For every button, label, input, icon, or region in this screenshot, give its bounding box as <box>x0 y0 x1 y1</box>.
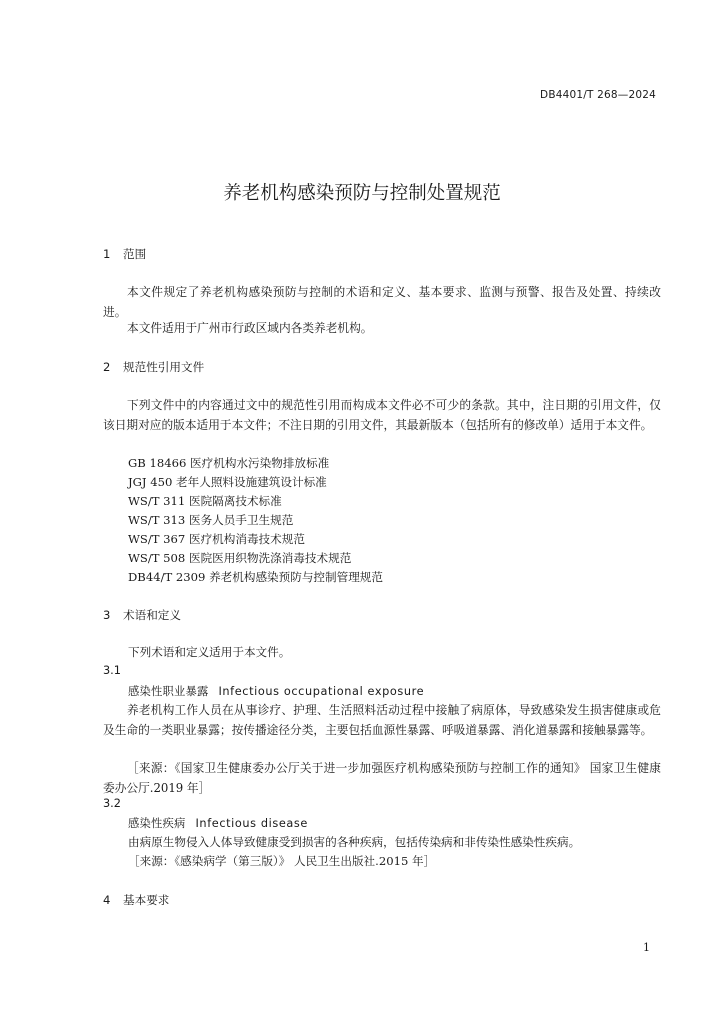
document-code: DB4401/T 268—2024 <box>540 89 656 101</box>
term-en: Infectious occupational exposure <box>218 685 425 698</box>
term-3-2-heading <box>128 815 308 831</box>
section-number: 1 <box>103 247 111 261</box>
reference-item: WS/T 313 医务人员手卫生规范 <box>128 513 294 527</box>
section-4-heading <box>103 892 169 908</box>
section-1-heading <box>103 246 146 262</box>
term-3-2-number: 3.2 <box>103 797 121 810</box>
term-zh: 感染性疾病 <box>128 817 186 830</box>
reference-item: JGJ 450 老年人照料设施建筑设计标准 <box>128 475 327 489</box>
reference-item: WS/T 311 医院隔离技术标准 <box>128 494 282 508</box>
term-zh: 感染性职业暴露 <box>128 685 209 698</box>
term-en: Infectious disease <box>195 817 308 830</box>
section-2-heading <box>103 359 204 375</box>
term-3-1-source: ［来源：《国家卫生健康委办公厅关于进一步加强医疗机构感染预防与控制工作的通知》 国家卫生健康委办公厅.2019 年］ <box>103 761 661 795</box>
section-title: 范围 <box>123 247 147 261</box>
section-2-intro: 下列文件中的内容通过文中的规范性引用而构成本文件必不可少的条款。其中，注日期的引用文件，仅该日期对应的版本适用于本文件；不注日期的引用文件，其最新版本（包括所有的修改单）适用于本文件。 <box>103 398 661 432</box>
section-title: 规范性引用文件 <box>123 360 205 374</box>
document-title: 养老机构感染预防与控制处置规范 <box>223 183 501 204</box>
reference-item: GB 18466 医疗机构水污染物排放标准 <box>128 456 330 470</box>
section-3-heading <box>103 607 181 623</box>
term-3-1-definition: 养老机构工作人员在从事诊疗、护理、生活照料活动过程中接触了病原体，导致感染发生损害健康或危及生命的一类职业暴露；按传播途径分类，主要包括血源性暴露、呼吸道暴露、消化道暴露和接触暴露等。 <box>103 703 661 737</box>
term-3-1-number: 3.1 <box>103 664 121 677</box>
section-3-intro: 下列术语和定义适用于本文件。 <box>128 645 291 659</box>
term-3-2-definition: 由病原生物侵入人体导致健康受到损害的各种疾病，包括传染病和非传染性感染性疾病。 <box>128 835 581 849</box>
section-1-paragraph-2: 本文件适用于广州市行政区域内各类养老机构。 <box>127 321 373 335</box>
term-3-1-heading <box>128 683 424 699</box>
section-1-paragraph-1: 本文件规定了养老机构感染预防与控制的术语和定义、基本要求、监测与预警、报告及处置、持续改进。 <box>103 285 661 319</box>
page-number: 1 <box>643 941 650 954</box>
section-number: 2 <box>103 360 111 374</box>
section-title: 基本要求 <box>123 893 170 907</box>
reference-item: DB44/T 2309 养老机构感染预防与控制管理规范 <box>128 570 383 584</box>
section-number: 4 <box>103 893 111 907</box>
reference-item: WS/T 367 医疗机构消毒技术规范 <box>128 532 305 546</box>
term-3-2-source: ［来源：《感染病学（第三版）》 人民卫生出版社.2015 年］ <box>128 854 436 868</box>
section-title: 术语和定义 <box>123 608 181 622</box>
section-number: 3 <box>103 608 111 622</box>
reference-item: WS/T 508 医院医用织物洗涤消毒技术规范 <box>128 551 352 565</box>
